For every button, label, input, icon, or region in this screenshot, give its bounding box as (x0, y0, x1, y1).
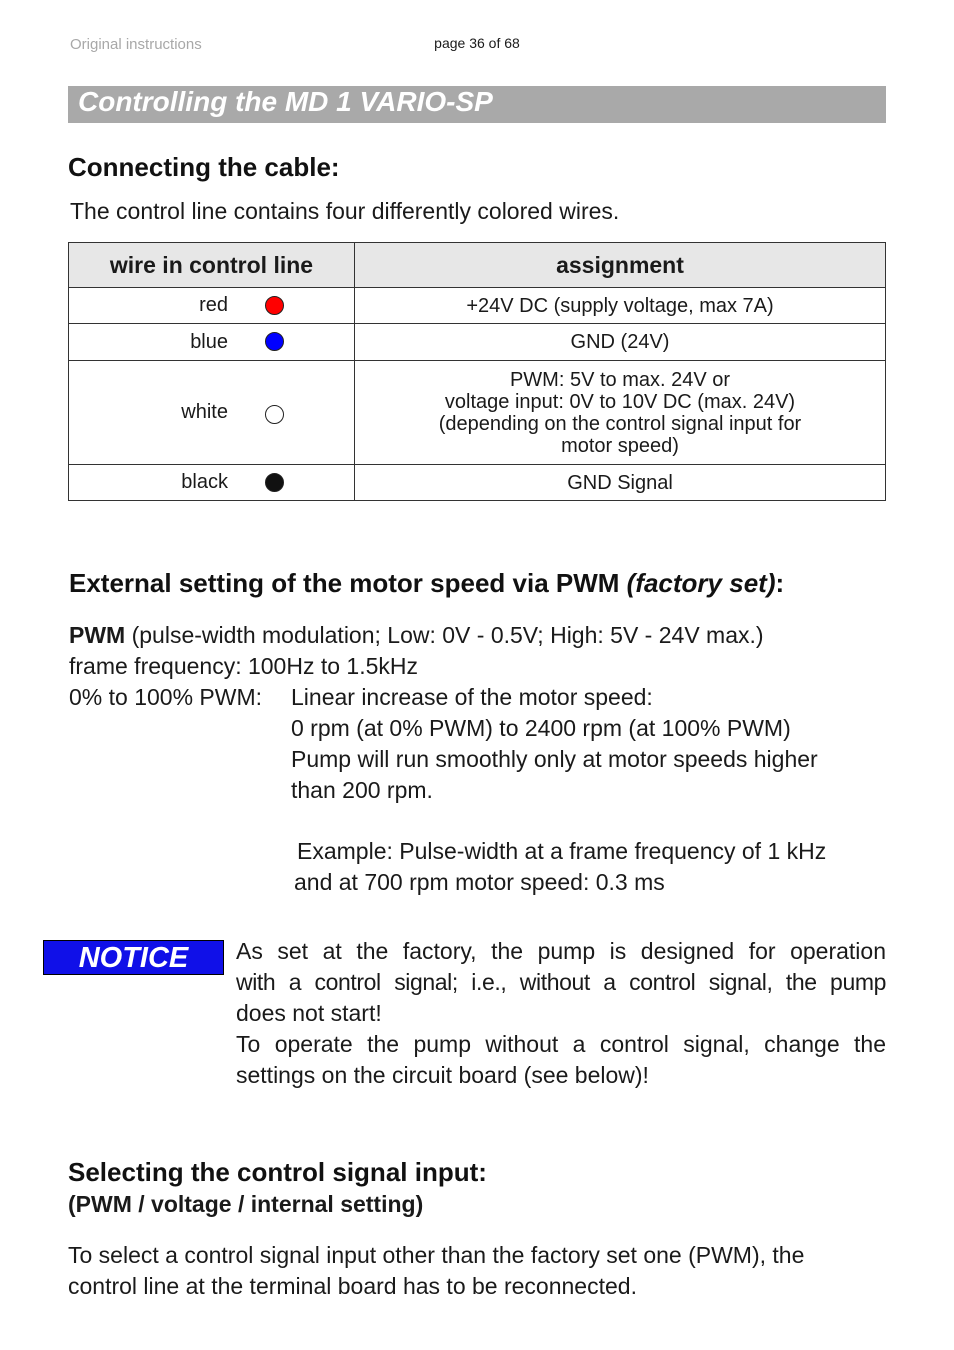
table-row (69, 361, 886, 465)
input-text-1: To select a control signal input other than the factory set one (PWM), the (68, 1242, 805, 1268)
range-text: Linear increase of the motor speed: (291, 684, 653, 710)
page-number: page 36 of 68 (434, 35, 520, 51)
notice-line: As set at the factory, the pump is designed for operation (236, 938, 886, 964)
example-text-2: and at 700 rpm motor speed: 0.3 ms (294, 869, 665, 895)
red-dot-icon (265, 296, 284, 315)
range-label: 0% to 100% PWM: (69, 684, 263, 710)
notice-line: To operate the pump without a control signal, change the (236, 1031, 886, 1057)
pwm-rest: (pulse-width modulation; Low: 0V - 0.5V; High: 5V - 24V max.) (125, 622, 764, 648)
assignment-line: +24V DC (supply voltage, max 7A) (466, 294, 774, 317)
white-dot-icon (265, 405, 284, 424)
frame-frequency: frame frequency: 100Hz to 1.5kHz (69, 653, 418, 679)
notice-text (236, 936, 886, 1091)
table-row (69, 324, 886, 361)
section-subheading: (PWM / voltage / internal setting) (68, 1191, 424, 1217)
col-header-assignment: assignment (355, 243, 886, 288)
rpm-text: 0 rpm (at 0% PWM) to 2400 rpm (at 100% PWM) (291, 715, 791, 741)
example-text-1: Example: Pulse-width at a frame frequency of 1 kHz (297, 838, 827, 864)
wire-name: black (181, 471, 228, 493)
wire-name: red (199, 294, 228, 316)
col-header-wire: wire in control line (69, 243, 355, 288)
heading-italic: (factory set) (626, 568, 776, 598)
table-row (69, 465, 886, 501)
assignment-line: PWM: 5V to max. 24V or (509, 368, 731, 391)
assignment-line: voltage input: 0V to 10V DC (max. 24V) (444, 390, 796, 413)
assignment-line: GND Signal (567, 471, 673, 494)
header-left: Original instructions (70, 36, 202, 53)
heading-end: : (775, 568, 785, 598)
table-row (69, 288, 886, 324)
assignment-line: GND (24V) (570, 331, 670, 353)
blue-dot-icon (265, 332, 284, 351)
wire-name: white (181, 401, 228, 423)
notice-badge (43, 940, 224, 975)
input-text-2: control line at the terminal board has to be reconnected. (68, 1273, 637, 1299)
cable-intro: The control line contains four differently colored wires. (70, 198, 620, 224)
notice-line: with a control signal; i.e., without a control signal, the pump (236, 969, 886, 995)
page-title: Controlling the MD 1 VARIO-SP (78, 86, 493, 117)
smooth-text-1: Pump will run smoothly only at motor speeds higher (291, 746, 818, 772)
wire-name: blue (190, 331, 228, 353)
notice-line: does not start! (236, 1000, 382, 1026)
section-heading-pwm (69, 568, 784, 599)
pwm-definition (69, 620, 764, 651)
smooth-text-2: than 200 rpm. (291, 777, 433, 803)
title-bar (68, 86, 886, 123)
pwm-bold: PWM (69, 622, 126, 648)
notice-line: settings on the circuit board (see below)! (236, 1062, 649, 1088)
notice-label: NOTICE (78, 942, 189, 974)
assignment-line: (depending on the control signal input for (438, 412, 802, 435)
section-heading-input: Selecting the control signal input: (68, 1157, 487, 1187)
heading-text: External setting of the motor speed via PWM (69, 568, 627, 598)
section-heading-cable: Connecting the cable: (68, 152, 340, 182)
assignment-line: motor speed) (561, 434, 679, 457)
wire-table (68, 242, 886, 501)
black-dot-icon (265, 473, 284, 492)
